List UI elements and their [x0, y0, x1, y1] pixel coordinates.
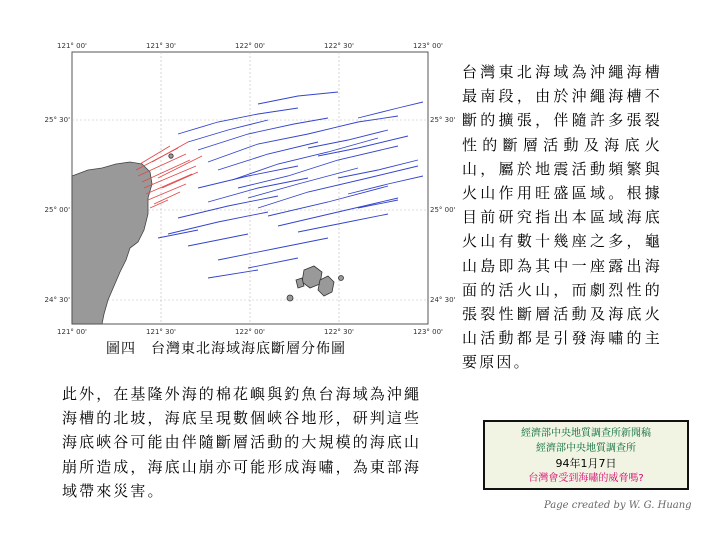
top-tick-label: 121° 30' [146, 42, 176, 50]
top-tick-label: 121° 00' [57, 42, 87, 50]
source-line-agency: 經濟部中央地質調查所 [536, 443, 636, 454]
bottom-tick-label: 121° 00' [57, 328, 87, 336]
fault-map-figure [44, 38, 456, 338]
right-tick-label: 25° 00' [430, 206, 456, 214]
right-paragraph: 台灣東北海域為沖繩海槽最南段，由於沖繩海槽不斷的擴張，伴隨許多張裂性的斷層活動及海底火山，屬於地震活動頻繁與火山作用旺盛區域。根據目前研究指出本區域海底火山有數十幾座之多，龜山島即為其中一座露出海面的活火山，而劇烈性的張裂性斷層活動及海底火山活動都是引發海嘯的主要原因。 [462, 63, 662, 372]
right-tick-label: 25° 30' [430, 116, 456, 124]
bottom-tick-label: 123° 00' [413, 328, 443, 336]
source-line-title: 台灣會受到海嘯的威脅嗎? [528, 473, 644, 484]
bottom-tick-label: 122° 30' [324, 328, 354, 336]
bottom-tick-label: 122° 00' [235, 328, 265, 336]
right-tick-label: 24° 30' [430, 296, 456, 304]
source-line-date: 94年1月7日 [555, 457, 617, 470]
top-tick-label: 122° 00' [235, 42, 265, 50]
source-line-news-release: 經濟部中央地質調查所新聞稿 [521, 428, 651, 439]
left-tick-label: 25° 00' [44, 206, 70, 214]
figure-caption: 圖四 台灣東北海域海底斷層分佈圖 [106, 341, 346, 357]
bottom-tick-label: 121° 30' [146, 328, 176, 336]
page-credit: Page created by W. G. Huang [544, 500, 692, 511]
top-tick-label: 122° 30' [324, 42, 354, 50]
bottom-paragraph: 此外，在基隆外海的棉花嶼與釣魚台海域為沖繩海槽的北坡，海底呈現數個峽谷地形，研判這些海底峽谷可能由伴隨斷層活動的大規模的海底山崩所造成，海底山崩亦可能形成海嘯，為東部海域帶來災害。 [62, 385, 422, 500]
top-tick-label: 123° 00' [413, 42, 443, 50]
left-tick-label: 25° 30' [44, 116, 70, 124]
source-citation-box [483, 420, 689, 490]
left-tick-label: 24° 30' [44, 296, 70, 304]
